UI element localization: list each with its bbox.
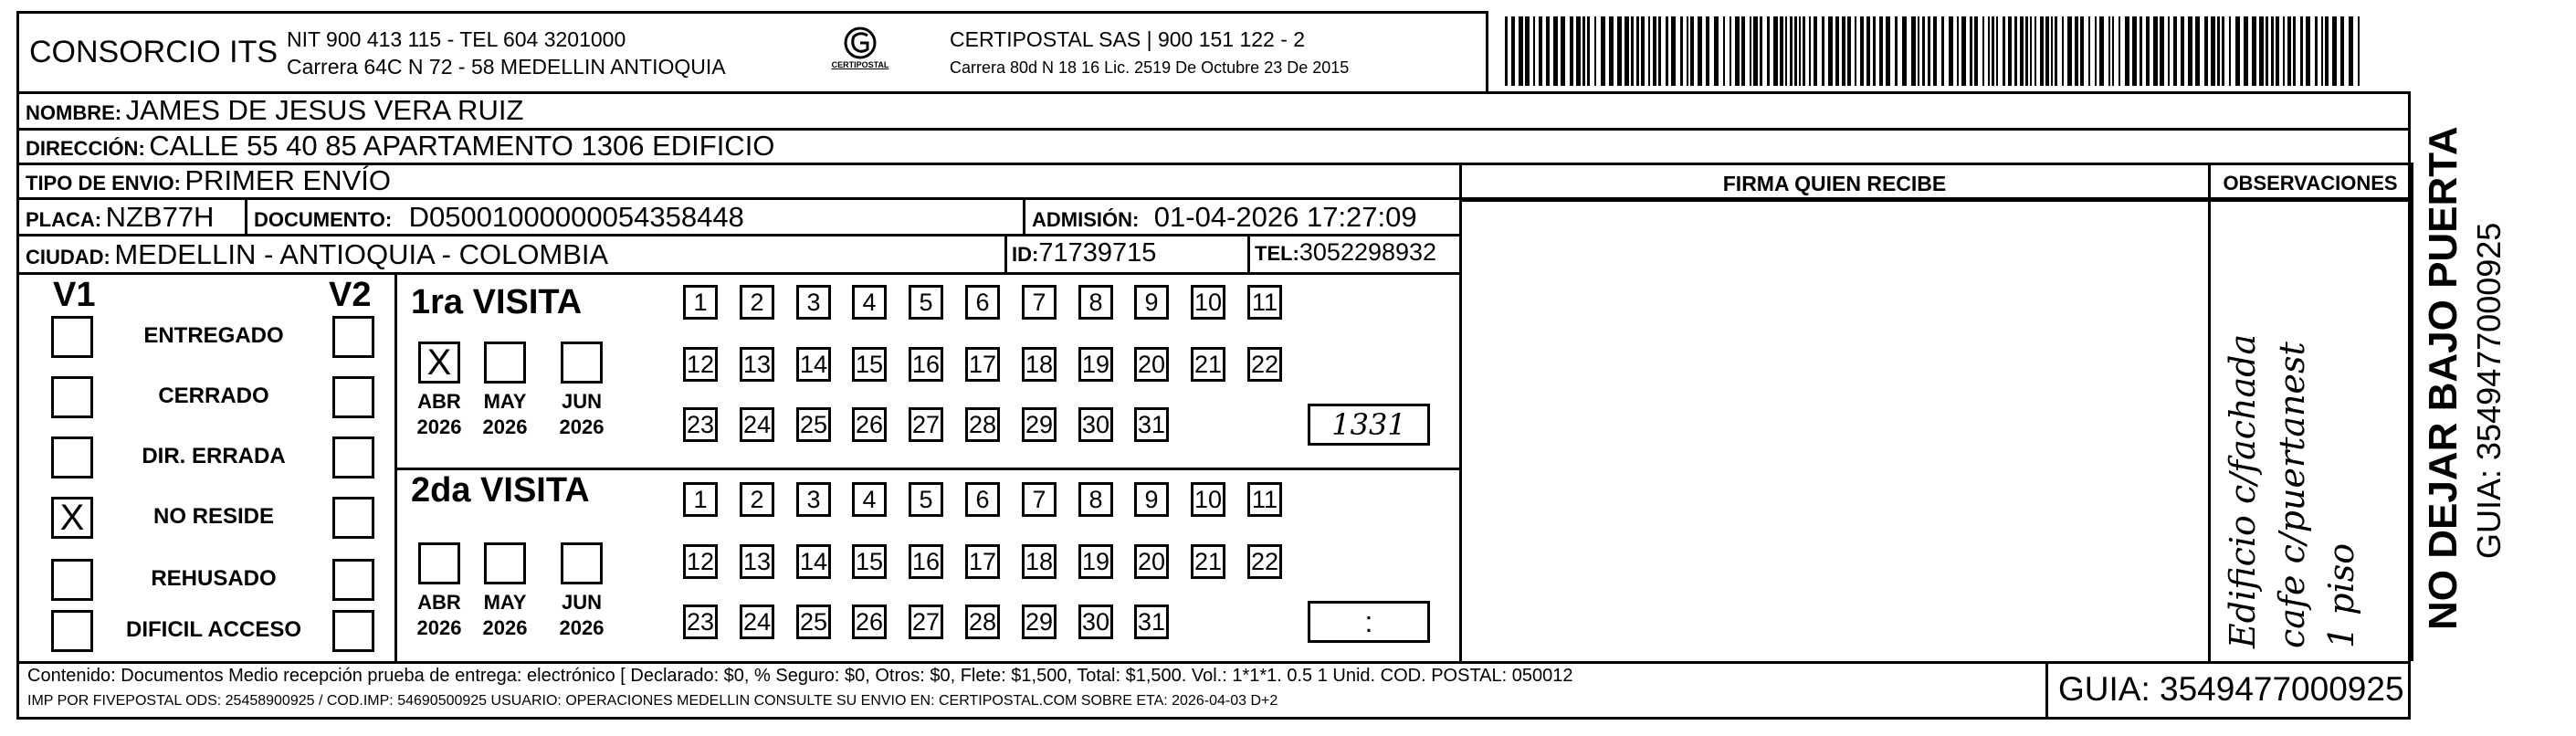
day-box[interactable]: 24 (740, 605, 774, 639)
day-box[interactable]: 12 (683, 544, 718, 579)
month-checkbox[interactable] (561, 542, 603, 584)
year-label: 2026 (416, 415, 462, 438)
certipostal-logo-icon (842, 26, 878, 60)
footer-contenido: Contenido: Documentos Medio recepción prueba de entrega: electrónico [ Declarado: $0, % Seguro: $0, Otros: $0, Flete: $1,500, Total: $1,500. Vol.: 1*1*1. 0.5 1 Unid. COD. POSTAL: 050012 (27, 666, 1573, 686)
day-box[interactable]: 17 (965, 347, 1000, 382)
tipo-envio-field (26, 164, 391, 197)
id-field (1012, 238, 1156, 268)
documento-label: DOCUMENTO: (254, 208, 393, 231)
row-line (1459, 199, 2411, 202)
visita1-title: 1ra VISITA (411, 283, 583, 321)
month-checkbox[interactable]: X (418, 342, 460, 384)
tel-field (1255, 238, 1436, 267)
col-line (1459, 163, 1462, 661)
row-line (16, 272, 1459, 275)
day-box[interactable]: 27 (909, 407, 943, 442)
day-box[interactable]: 14 (796, 347, 831, 382)
company-nit: NIT 900 413 115 - TEL 604 3201000 (287, 27, 626, 51)
observaciones-line: cafe c/puertanest (2272, 342, 2312, 648)
day-box[interactable]: 16 (909, 544, 943, 579)
col-line (394, 272, 397, 661)
col-line (1004, 234, 1007, 272)
day-box[interactable]: 19 (1078, 347, 1113, 382)
carrier-name: CERTIPOSTAL SAS | 900 151 122 - 2 (950, 27, 1306, 51)
day-box[interactable]: 7 (1022, 285, 1057, 320)
month-checkbox[interactable] (418, 542, 460, 584)
v2-checkbox[interactable] (332, 610, 374, 652)
observaciones-line: Edificio c/fachada (2223, 333, 2263, 648)
status-label: DIFICIL ACCESO (125, 617, 301, 642)
day-box[interactable]: 26 (852, 407, 887, 442)
ciudad-value: MEDELLIN - ANTIOQUIA - COLOMBIA (114, 238, 609, 270)
side-guia: GUIA: 3549477000925 (2470, 222, 2508, 559)
month-label: MAY (483, 591, 527, 614)
day-box[interactable]: 21 (1191, 347, 1225, 382)
year-label: 2026 (482, 415, 528, 438)
v1-label: V1 (53, 276, 96, 314)
day-box[interactable]: 10 (1191, 482, 1225, 517)
month-label: JUN (561, 591, 602, 614)
status-label: NO RESIDE (152, 504, 275, 529)
v1-checkbox[interactable] (51, 316, 93, 358)
status-label: CERRADO (158, 384, 269, 408)
day-box[interactable]: 16 (909, 347, 943, 382)
day-box[interactable]: 29 (1022, 605, 1057, 639)
year-label: 2026 (416, 616, 462, 639)
admision-value: 01-04-2026 17:27:09 (1153, 201, 1417, 233)
day-box[interactable]: 21 (1191, 544, 1225, 579)
day-box[interactable]: 12 (683, 347, 718, 382)
day-box[interactable]: 2 (740, 482, 774, 517)
day-box[interactable]: 23 (683, 407, 718, 442)
id-label: ID: (1012, 243, 1039, 266)
day-box[interactable]: 5 (909, 482, 943, 517)
day-box[interactable]: 28 (965, 605, 1000, 639)
status-label: REHUSADO (151, 566, 277, 591)
day-box[interactable]: 31 (1134, 605, 1169, 639)
placa-label: PLACA: (26, 208, 102, 231)
observaciones-line: 1 piso (2321, 542, 2361, 648)
day-box[interactable]: 11 (1247, 285, 1282, 320)
month-checkbox[interactable] (484, 542, 526, 584)
day-box[interactable]: 9 (1134, 285, 1169, 320)
day-box[interactable]: 27 (909, 605, 943, 639)
tipo-envio-label: TIPO DE ENVIO: (26, 172, 181, 195)
col-line (1247, 234, 1250, 272)
footer-guia: GUIA: 3549477000925 (2058, 670, 2404, 708)
day-box[interactable]: 25 (796, 605, 831, 639)
direccion-field (26, 130, 774, 163)
time-box[interactable]: 1331 (1308, 404, 1430, 446)
day-box[interactable]: 13 (740, 544, 774, 579)
day-box[interactable]: 4 (852, 482, 887, 517)
year-label: 2026 (559, 616, 605, 639)
day-box[interactable]: 18 (1022, 347, 1057, 382)
observaciones-handwriting (2218, 256, 2410, 648)
certipostal-logo (827, 26, 893, 84)
company-address: Carrera 64C N 72 - 58 MEDELLIN ANTIOQUIA (287, 55, 726, 79)
day-box[interactable]: 17 (965, 544, 1000, 579)
year-label: 2026 (559, 415, 605, 438)
documento-field (254, 201, 744, 234)
day-box[interactable]: 7 (1022, 482, 1057, 517)
tipo-envio-value: PRIMER ENVÍO (184, 164, 392, 196)
v2-checkbox[interactable] (332, 436, 374, 478)
col-line (2208, 163, 2211, 661)
v1-checkbox[interactable]: X (51, 497, 93, 539)
v2-checkbox[interactable] (332, 376, 374, 418)
day-box[interactable]: 18 (1022, 544, 1057, 579)
day-box[interactable]: 1 (683, 482, 718, 517)
v2-checkbox[interactable] (332, 316, 374, 358)
row-line (16, 661, 2411, 664)
day-box[interactable]: 30 (1078, 407, 1113, 442)
tel-value: 3052298932 (1299, 238, 1437, 266)
day-box[interactable]: 15 (852, 347, 887, 382)
day-box[interactable]: 19 (1078, 544, 1113, 579)
day-box[interactable]: 29 (1022, 407, 1057, 442)
v1-checkbox[interactable] (51, 436, 93, 478)
ciudad-field (26, 238, 608, 271)
barcode (1505, 16, 2372, 86)
logo-text: CERTIPOSTAL (831, 60, 889, 69)
day-box[interactable]: 1 (683, 285, 718, 320)
nombre-field (26, 94, 523, 127)
v2-label: V2 (329, 276, 372, 314)
visita2-title: 2da VISITA (411, 471, 590, 510)
day-box[interactable]: 11 (1247, 482, 1282, 517)
row-line (16, 234, 1459, 237)
status-label: ENTREGADO (143, 323, 284, 348)
day-box[interactable]: 5 (909, 285, 943, 320)
month-checkbox[interactable] (484, 342, 526, 384)
day-box[interactable]: 6 (965, 482, 1000, 517)
day-box[interactable]: 2 (740, 285, 774, 320)
direccion-value: CALLE 55 40 85 APARTAMENTO 1306 EDIFICIO (149, 130, 775, 162)
status-label: DIR. ERRADA (142, 444, 286, 468)
day-box[interactable]: 31 (1134, 407, 1169, 442)
day-box[interactable]: 3 (796, 482, 831, 517)
admision-field (1032, 201, 1417, 234)
company-name: CONSORCIO ITS (29, 35, 279, 69)
ciudad-label: CIUDAD: (26, 246, 110, 268)
carrier-address: Carrera 80d N 18 16 Lic. 2519 De Octubre 23 De 2015 (950, 58, 1350, 77)
day-box[interactable]: 22 (1247, 544, 1282, 579)
day-box[interactable]: 9 (1134, 482, 1169, 517)
time-box[interactable]: : (1308, 601, 1430, 643)
day-box[interactable]: 26 (852, 605, 887, 639)
day-box[interactable]: 22 (1247, 347, 1282, 382)
day-box[interactable]: 13 (740, 347, 774, 382)
day-box[interactable]: 23 (683, 605, 718, 639)
no-dejar-warning: NO DEJAR BAJO PUERTA (2421, 126, 2466, 630)
id-value: 71739715 (1038, 238, 1157, 268)
row-line (394, 468, 1459, 470)
day-box[interactable]: 4 (852, 285, 887, 320)
direccion-label: DIRECCIÓN: (26, 137, 145, 160)
month-label: ABR (417, 591, 461, 614)
col-line (2045, 661, 2048, 720)
day-box[interactable]: 20 (1134, 544, 1169, 579)
day-box[interactable]: 8 (1078, 285, 1113, 320)
v1-checkbox[interactable] (51, 376, 93, 418)
v1-checkbox[interactable] (51, 559, 93, 601)
placa-value: NZB77H (105, 201, 215, 233)
firma-label: FIRMA QUIEN RECIBE (1722, 172, 1947, 195)
nombre-label: NOMBRE: (26, 101, 122, 124)
year-label: 2026 (482, 616, 528, 639)
day-box[interactable]: 28 (965, 407, 1000, 442)
day-box[interactable]: 3 (796, 285, 831, 320)
placa-field (26, 201, 214, 234)
footer-impresion: IMP POR FIVEPOSTAL ODS: 25458900925 / COD.IMP: 54690500925 USUARIO: OPERACIONES MEDELLIN CONSULTE SU ENVIO EN: CERTIPOSTAL.COM SOBRE ETA: 2026-04-03 D+2 (27, 693, 1278, 709)
observaciones-label: OBSERVACIONES (2223, 172, 2398, 195)
day-box[interactable]: 8 (1078, 482, 1113, 517)
nombre-value: JAMES DE JESUS VERA RUIZ (125, 94, 524, 126)
day-box[interactable]: 10 (1191, 285, 1225, 320)
day-box[interactable]: 25 (796, 407, 831, 442)
v2-checkbox[interactable] (332, 497, 374, 539)
day-box[interactable]: 24 (740, 407, 774, 442)
month-label: MAY (483, 390, 527, 413)
tel-label: TEL: (1255, 242, 1299, 265)
admision-label: ADMISIÓN: (1032, 208, 1140, 231)
col-line (245, 197, 247, 234)
day-box[interactable]: 14 (796, 544, 831, 579)
day-box[interactable]: 15 (852, 544, 887, 579)
col-line (1023, 197, 1025, 234)
month-label: ABR (417, 390, 461, 413)
day-box[interactable]: 20 (1134, 347, 1169, 382)
month-label: JUN (561, 390, 602, 413)
col-line (2411, 163, 2413, 661)
day-box[interactable]: 30 (1078, 605, 1113, 639)
month-checkbox[interactable] (561, 342, 603, 384)
v1-checkbox[interactable] (51, 610, 93, 652)
v2-checkbox[interactable] (332, 559, 374, 601)
day-box[interactable]: 6 (965, 285, 1000, 320)
documento-value: D05001000000054358448 (408, 201, 744, 233)
